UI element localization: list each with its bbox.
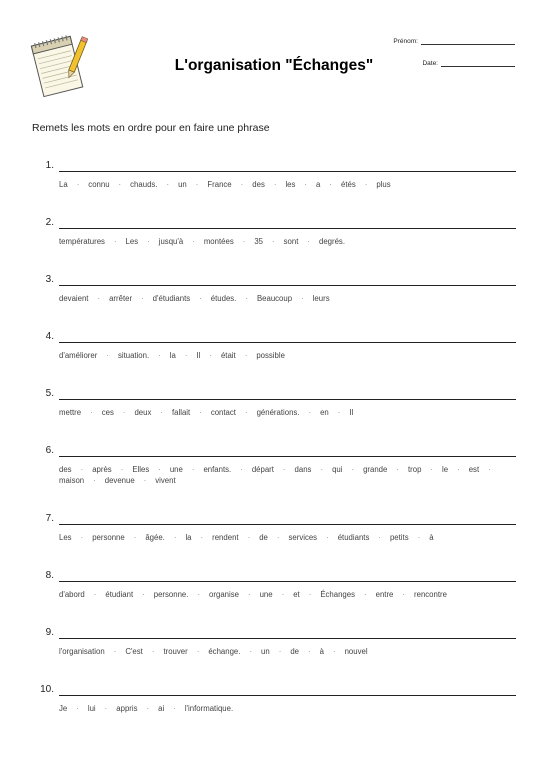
word: des bbox=[252, 180, 265, 189]
word-separator: · bbox=[332, 647, 336, 656]
word-separator: · bbox=[308, 647, 311, 656]
word: Beaucoup bbox=[256, 294, 293, 303]
word-separator: · bbox=[133, 533, 137, 542]
word: personne bbox=[92, 533, 125, 542]
word-separator: · bbox=[244, 408, 248, 417]
word: La bbox=[59, 180, 68, 189]
word: maison bbox=[59, 476, 85, 485]
exercise-number: 7. bbox=[45, 513, 54, 524]
word: sont bbox=[283, 237, 299, 246]
word: à bbox=[319, 647, 324, 656]
answer-line[interactable] bbox=[59, 171, 516, 172]
answer-line[interactable] bbox=[59, 638, 516, 639]
word-separator: · bbox=[76, 180, 80, 189]
date-field[interactable] bbox=[422, 59, 515, 67]
answer-line[interactable] bbox=[59, 285, 516, 286]
word-separator: · bbox=[196, 647, 200, 656]
word-bank bbox=[59, 464, 519, 486]
word-separator: · bbox=[192, 237, 195, 246]
word-separator: · bbox=[97, 294, 101, 303]
word-separator: · bbox=[308, 408, 312, 417]
word-separator: · bbox=[245, 294, 248, 303]
word-separator: · bbox=[320, 465, 324, 474]
exercise-number: 5. bbox=[45, 388, 54, 399]
word: le bbox=[442, 465, 449, 474]
answer-line[interactable] bbox=[59, 399, 516, 400]
word: possible bbox=[256, 351, 285, 360]
word: la bbox=[185, 533, 192, 542]
word: à bbox=[429, 533, 434, 542]
word: degrés. bbox=[318, 237, 345, 246]
word-separator: · bbox=[118, 180, 122, 189]
date-label: Date: bbox=[422, 60, 438, 67]
word: études. bbox=[210, 294, 237, 303]
word: générations. bbox=[256, 408, 300, 417]
word-separator: · bbox=[457, 465, 460, 474]
word: étudiants bbox=[337, 533, 370, 542]
word: mettre bbox=[59, 408, 82, 417]
word: personne. bbox=[153, 590, 189, 599]
word-separator: · bbox=[308, 590, 312, 599]
word-separator: · bbox=[184, 351, 188, 360]
word-separator: · bbox=[142, 590, 145, 599]
word-bank bbox=[59, 236, 519, 247]
word-separator: · bbox=[351, 465, 355, 474]
answer-line[interactable] bbox=[59, 524, 516, 525]
word: l'informatique. bbox=[184, 704, 234, 713]
word-separator: · bbox=[282, 465, 286, 474]
word: d'améliorer bbox=[59, 351, 98, 360]
word: un bbox=[178, 180, 187, 189]
word-separator: · bbox=[281, 590, 285, 599]
word: Il bbox=[196, 351, 201, 360]
word-separator: · bbox=[173, 533, 177, 542]
word: trop bbox=[407, 465, 422, 474]
word: a bbox=[316, 180, 321, 189]
word-separator: · bbox=[195, 180, 199, 189]
word-separator: · bbox=[120, 465, 124, 474]
word: Échanges bbox=[320, 590, 356, 599]
word: de bbox=[290, 647, 300, 656]
word: Je bbox=[59, 704, 68, 713]
word-separator: · bbox=[147, 237, 150, 246]
word: situation. bbox=[117, 351, 150, 360]
word: organise bbox=[209, 590, 239, 599]
word-separator: · bbox=[209, 351, 212, 360]
instruction-text: Remets les mots en ordre pour en faire une phrase bbox=[32, 122, 270, 134]
word-separator: · bbox=[197, 590, 201, 599]
exercise-number: 6. bbox=[45, 445, 54, 456]
word-bank bbox=[59, 350, 519, 361]
exercise-number: 9. bbox=[45, 627, 54, 638]
word-separator: · bbox=[113, 647, 117, 656]
word: devenue bbox=[104, 476, 135, 485]
exercise-number: 2. bbox=[45, 217, 54, 228]
worksheet-title: L'organisation "Échanges" bbox=[174, 57, 374, 74]
word: d'abord bbox=[59, 590, 85, 599]
word-separator: · bbox=[276, 533, 280, 542]
word: températures bbox=[59, 237, 105, 246]
word: plus bbox=[376, 180, 391, 189]
exercise-number: 4. bbox=[45, 331, 54, 342]
word-separator: · bbox=[199, 408, 202, 417]
word-separator: · bbox=[364, 180, 368, 189]
word-separator: · bbox=[329, 180, 332, 189]
word-separator: · bbox=[240, 465, 243, 474]
prenom-line[interactable] bbox=[421, 37, 515, 45]
word: l'organisation bbox=[59, 647, 105, 656]
exercise-number: 10. bbox=[40, 684, 54, 695]
prenom-label: Prénom: bbox=[393, 38, 418, 45]
word: arrêter bbox=[109, 294, 133, 303]
word-separator: · bbox=[242, 237, 246, 246]
word-separator: · bbox=[76, 704, 79, 713]
word: leurs bbox=[312, 294, 330, 303]
word-bank bbox=[59, 589, 519, 600]
word: un bbox=[261, 647, 270, 656]
word: ai bbox=[158, 704, 165, 713]
date-line[interactable] bbox=[441, 59, 515, 67]
word-separator: · bbox=[173, 704, 176, 713]
word: trouver bbox=[163, 647, 188, 656]
word-separator: · bbox=[200, 533, 204, 542]
word: échange. bbox=[208, 647, 241, 656]
word: Les bbox=[125, 237, 139, 246]
word: France bbox=[207, 180, 232, 189]
word-separator: · bbox=[143, 476, 147, 485]
word: étudiant bbox=[105, 590, 134, 599]
word-separator: · bbox=[378, 533, 381, 542]
word: fallait bbox=[172, 408, 191, 417]
word: deux bbox=[134, 408, 152, 417]
word-separator: · bbox=[430, 465, 434, 474]
word: de bbox=[259, 533, 268, 542]
word: une bbox=[169, 465, 183, 474]
word-separator: · bbox=[337, 408, 341, 417]
word: une bbox=[259, 590, 273, 599]
word-separator: · bbox=[141, 294, 144, 303]
word-separator: · bbox=[249, 647, 253, 656]
word-separator: · bbox=[166, 180, 170, 189]
word: rencontre bbox=[414, 590, 447, 599]
word: C'est bbox=[125, 647, 143, 656]
word: rendent bbox=[212, 533, 239, 542]
word: appris bbox=[116, 704, 138, 713]
word-bank bbox=[59, 703, 519, 714]
word-separator: · bbox=[80, 533, 84, 542]
word: étés bbox=[340, 180, 356, 189]
word-separator: · bbox=[273, 180, 277, 189]
word-bank bbox=[59, 293, 519, 304]
word: qui bbox=[332, 465, 343, 474]
word: Il bbox=[349, 408, 354, 417]
word: enfants. bbox=[203, 465, 232, 474]
exercise-number: 3. bbox=[45, 274, 54, 285]
word: en bbox=[320, 408, 329, 417]
word: nouvel bbox=[344, 647, 368, 656]
word-bank bbox=[59, 532, 519, 543]
word: la bbox=[169, 351, 176, 360]
word: des bbox=[59, 465, 72, 474]
word: 35 bbox=[254, 237, 264, 246]
word-separator: · bbox=[106, 351, 109, 360]
word: Elles bbox=[132, 465, 150, 474]
word: lui bbox=[87, 704, 96, 713]
word-bank bbox=[59, 646, 519, 657]
word-separator: · bbox=[160, 408, 163, 417]
word-separator: · bbox=[113, 237, 117, 246]
word-separator: · bbox=[272, 237, 275, 246]
answer-line[interactable] bbox=[59, 342, 516, 343]
word-separator: · bbox=[90, 408, 93, 417]
answer-line[interactable] bbox=[59, 695, 516, 696]
word: âgée. bbox=[145, 533, 165, 542]
word-separator: · bbox=[326, 533, 329, 542]
word: et bbox=[293, 590, 300, 599]
word: chauds. bbox=[130, 180, 158, 189]
word: connu bbox=[88, 180, 110, 189]
answer-line[interactable] bbox=[59, 581, 516, 582]
word: départ bbox=[251, 465, 274, 474]
exercise-number: 1. bbox=[45, 160, 54, 171]
word: entre bbox=[375, 590, 394, 599]
word-separator: · bbox=[307, 237, 310, 246]
word: petits bbox=[389, 533, 409, 542]
word-bank bbox=[59, 179, 519, 190]
word: contact bbox=[210, 408, 236, 417]
word-separator: · bbox=[93, 476, 96, 485]
answer-line[interactable] bbox=[59, 456, 516, 457]
word-separator: · bbox=[93, 590, 97, 599]
word: jusqu'à bbox=[158, 237, 184, 246]
word-separator: · bbox=[158, 465, 161, 474]
word-separator: · bbox=[488, 465, 491, 474]
word: d'étudiants bbox=[152, 294, 191, 303]
word-separator: · bbox=[122, 408, 126, 417]
word: est bbox=[468, 465, 480, 474]
word-separator: · bbox=[247, 590, 251, 599]
word-bank bbox=[59, 407, 519, 418]
word-separator: · bbox=[158, 351, 161, 360]
word: montées bbox=[203, 237, 234, 246]
word-separator: · bbox=[146, 704, 150, 713]
word-separator: · bbox=[247, 533, 251, 542]
word-separator: · bbox=[151, 647, 155, 656]
prenom-field[interactable] bbox=[393, 37, 515, 45]
word-separator: · bbox=[301, 294, 304, 303]
word: ces bbox=[101, 408, 114, 417]
word: vivent bbox=[155, 476, 176, 485]
word: devaient bbox=[59, 294, 89, 303]
word: Les bbox=[59, 533, 72, 542]
word: services bbox=[288, 533, 318, 542]
word: était bbox=[220, 351, 236, 360]
word-separator: · bbox=[278, 647, 282, 656]
word-separator: · bbox=[191, 465, 195, 474]
word-separator: · bbox=[396, 465, 399, 474]
word-separator: · bbox=[199, 294, 202, 303]
word-separator: · bbox=[364, 590, 367, 599]
answer-line[interactable] bbox=[59, 228, 516, 229]
word-separator: · bbox=[402, 590, 406, 599]
word-separator: · bbox=[240, 180, 244, 189]
word: les bbox=[285, 180, 296, 189]
word: grande bbox=[363, 465, 388, 474]
word-separator: · bbox=[417, 533, 421, 542]
word-separator: · bbox=[104, 704, 108, 713]
word: dans bbox=[294, 465, 312, 474]
word-separator: · bbox=[304, 180, 308, 189]
exercise-number: 8. bbox=[45, 570, 54, 581]
word: après bbox=[92, 465, 112, 474]
word-separator: · bbox=[244, 351, 248, 360]
word-separator: · bbox=[80, 465, 84, 474]
